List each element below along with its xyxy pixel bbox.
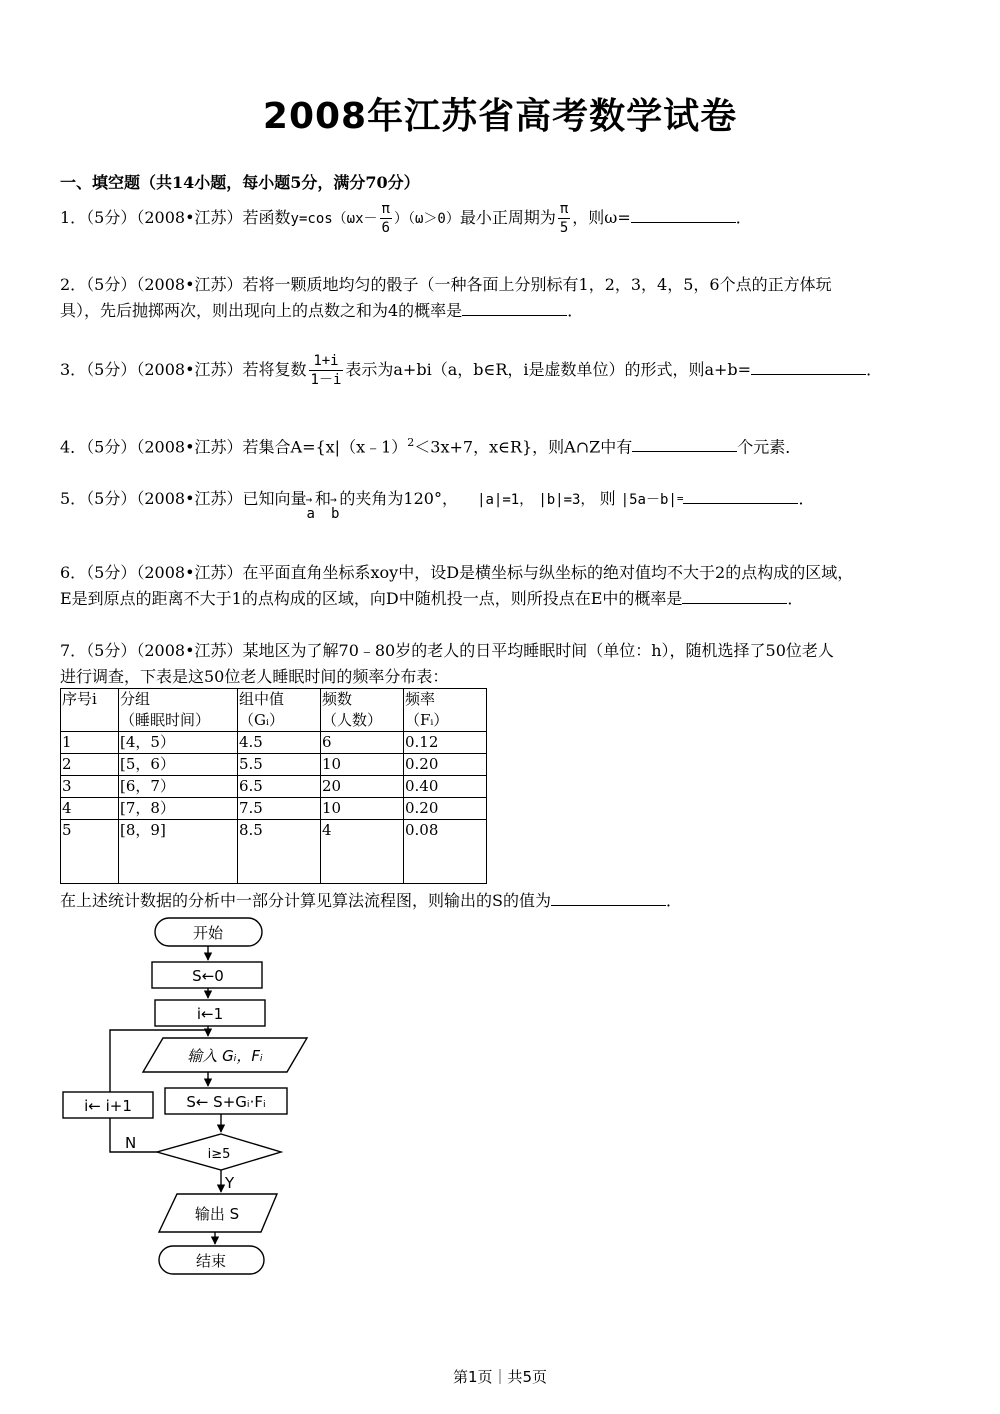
flow-sum: S← S+Gᵢ·Fᵢ [186,1093,266,1111]
frequency-table [60,688,487,884]
q1-frac2-num: π [559,201,569,217]
q5-and: 和 [314,489,331,508]
q4-suffix: 个元素． [737,437,802,457]
q1-fraction-pi-5 [558,200,570,237]
question-2: 2．（5分）（2008•江苏）若将一颗质地均匀的骰子（一种各面上分别标有1，2，3，4，5，6个点的正方体玩 具），先后抛掷两次，则出现向上的点数之和为4的概率是 ． [60,272,950,324]
q1-mid: 最小正周期为 [459,208,556,227]
question-7 [60,638,950,690]
flow-output: 输出 S [194,1205,240,1223]
q4-prefix: 4．（5分）（2008•江苏）若集合A={x|（x﹣1） [60,437,408,457]
flow-start: 开始 [192,924,224,942]
table-row: 5 [8，9] 8.5 4 0.08 [61,820,487,884]
flow-init-s: S←0 [192,967,224,985]
answer-blank [683,489,798,504]
q7-line1: 7．（5分）（2008•江苏）某地区为了解70﹣80岁的老人的日平均睡眠时间（单位：h），随机选择了50位老人 [60,641,834,660]
table-header-row [61,689,487,732]
question-4 [60,430,950,460]
flow-init-i: i←1 [196,1005,224,1023]
table-row: 1 [4，5） 4.5 6 0.12 [61,732,487,754]
q5-angle: 的夹角为120°， [339,489,458,508]
header-cell: 频数 （人数） [321,689,404,732]
q1-frac-num: π [381,201,390,217]
page-footer: 第1页｜共5页 [452,1368,548,1386]
flow-condition: i≥5 [207,1147,231,1162]
q7-after: 在上述统计数据的分析中一部分计算见算法流程图，则输出的S的值为 ． [60,891,682,910]
header-cell: 组中值 （Gᵢ） [238,689,321,732]
vector-a: → a [307,501,315,527]
q1-prefix: 1．（5分）（2008•江苏）若函数 [60,208,291,227]
table-row: 2 [5，6） 5.5 10 0.20 [61,754,487,776]
header-cell: 序号i [61,689,119,732]
algorithm-flowchart [55,912,315,1284]
q5-eq: = [676,492,684,505]
question-3: 3．（5分）（2008•江苏）若将复数 $\frac{1+i}{1-i}$ 表示为a+bi（a，b∈R，i是虚数单位）的形式，则a+b= ． [60,353,883,388]
page-title: 2008年江苏省高考数学试卷 [262,96,738,137]
answer-blank [551,891,666,906]
flow-increment: i← i+1 [84,1097,132,1115]
vector-b: → b [331,501,339,527]
answer-blank [751,360,866,375]
header-cell: 分组 （睡眠时间） [119,689,238,732]
answer-blank [462,301,567,316]
flow-yes-label: Y [225,1174,235,1192]
q1-frac2-den: 5 [559,220,569,236]
question-1: 1．（5分）（2008•江苏）若函数y=cos（ωx－ $\frac{\pi}{6}$ ）（ω＞0）最小正周期为 $\frac{\pi}{5}$ ，则ω= ． [60,201,752,236]
flow-no-label: N [125,1134,137,1152]
answer-blank [631,208,736,223]
flow-input: 输入 Gᵢ，Fᵢ [187,1047,263,1065]
q7-line2: 进行调查，下表是这50位老人睡眠时间的频率分布表： [60,667,449,686]
answer-blank [682,589,787,604]
question-5: 5．（5分）（2008•江苏）已知向量→ a和→ b的夹角为120°， |a|=1， |b|=3， 则 |5a－b|= ． [60,486,950,513]
q5-expression: |5a－b| [620,492,677,508]
frequency-table-wrap [60,688,487,884]
q3-frac-den: 1－i [310,372,342,388]
q4-exponent: 2 [407,436,415,449]
q5-then: 则 [599,489,616,508]
q3-prefix: 3．（5分）（2008•江苏）若将复数 [60,360,307,379]
q5-prefix: 5．（5分）（2008•江苏）已知向量 [60,489,307,508]
q7-after-text: 在上述统计数据的分析中一部分计算见算法流程图，则输出的S的值为 [60,891,551,910]
answer-blank [632,437,737,452]
q1-frac-den: 6 [381,220,390,236]
q1-func-a: y=cos（ωx－ [290,211,378,227]
question-6: 6．（5分）（2008•江苏）在平面直角坐标系xoy中，设D是横坐标与纵坐标的绝对值均不大于2的点构成的区域， E是到原点的距离不大于1的点构成的区域，向D中随机投一点，则所投点在E中的概率是 ． [60,560,950,612]
q5-mag-a: |a|=1， [477,492,534,508]
table-row: 4 [7，8） 7.5 10 0.20 [61,798,487,820]
q3-fraction [309,352,344,389]
q2-line2: 具），先后抛掷两次，则出现向上的点数之和为4的概率是 [60,301,463,320]
q3-frac-num: 1+i [309,352,344,371]
section-heading: 一、填空题（共14小题，每小题5分，满分70分） [60,173,420,192]
q6-line1: 6．（5分）（2008•江苏）在平面直角坐标系xoy中，设D是横坐标与纵坐标的绝对值均不大于2的点构成的区域， [60,563,854,582]
flow-end: 结束 [195,1252,227,1270]
q5-mag-b: |b|=3， [538,492,595,508]
q6-line2: E是到原点的距离不大于1的点构成的区域，向D中随机投一点，则所投点在E中的概率是 [60,589,683,608]
q1-suffix: ，则ω= [572,208,631,227]
q1-func-b: ）（ω＞0） [393,211,460,227]
header-cell: 频率 （Fᵢ） [404,689,487,732]
table-row: 3 [6，7） 6.5 20 0.40 [61,776,487,798]
q3-suffix: 表示为a+bi（a，b∈R，i是虚数单位）的形式，则a+b= [345,360,752,379]
q2-line1: 2．（5分）（2008•江苏）若将一颗质地均匀的骰子（一种各面上分别标有1，2，3，4，5，6个点的正方体玩 [60,275,832,294]
q4-mid: ＜3x+7，x∈R}，则A∩Z中有 [414,437,633,457]
q1-fraction-pi-6 [380,200,392,237]
